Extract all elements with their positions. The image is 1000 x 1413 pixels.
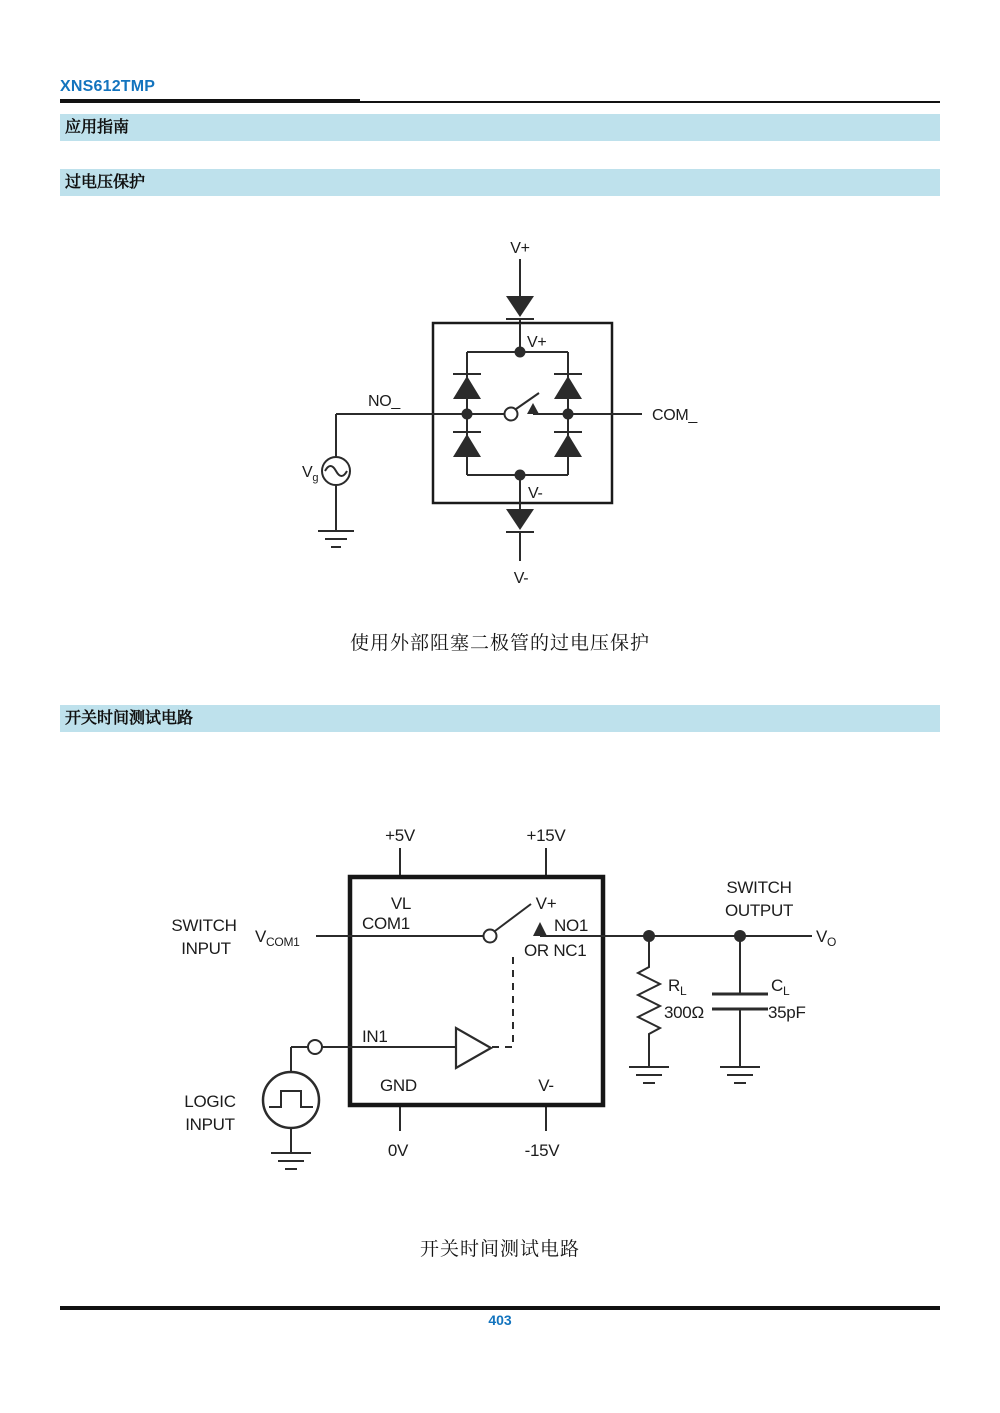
signal-generator-icon [322, 414, 350, 531]
cl-label: $C_L$ [771, 976, 790, 998]
minus15v-label: -15V [524, 1141, 560, 1160]
com-pin-label: COM_ [652, 407, 698, 424]
ground-icon-vg [318, 531, 354, 547]
vminus-supply-label: V- [513, 570, 529, 587]
load-capacitor-icon [712, 936, 768, 1067]
driver-buffer-icon [456, 1028, 491, 1068]
internal-diode-upper-right-icon [554, 374, 582, 399]
gnd-pin-label: GND [380, 1076, 417, 1095]
plus5v-label: +5V [385, 826, 415, 845]
vminus-pin-label2: V- [538, 1076, 554, 1095]
pulse-generator-icon [263, 1072, 319, 1153]
figure2-caption: 开关时间测试电路 [419, 1239, 580, 1260]
no1-pin-label: NO1 [554, 916, 589, 935]
external-diode-top-icon [506, 259, 534, 323]
ground-icon-logic [271, 1153, 311, 1169]
switch-input-label-line1: SWITCH [171, 916, 237, 935]
header-rule-thick [60, 99, 360, 103]
rl-value-label: 300Ω [664, 1003, 704, 1022]
switch-output-label-line2: OUTPUT [724, 901, 794, 920]
vcom1-label: $V_{COM1}$ [255, 927, 300, 949]
switch-output-label-line1: SWITCH [726, 878, 792, 897]
cl-value-label: 35pF [768, 1003, 806, 1022]
vplus-pin-label2: V+ [535, 894, 557, 913]
zero-v-label: 0V [387, 1141, 409, 1160]
logic-input-label-line2: INPUT [185, 1115, 235, 1134]
vplus-supply-label: V+ [510, 240, 530, 257]
vplus-pin-label: V+ [527, 334, 547, 351]
footer-rule [60, 1306, 940, 1310]
supply-leads [400, 848, 546, 1131]
internal-diode-lower-left-icon [453, 432, 481, 457]
vg-label: $V_g$ [302, 464, 319, 484]
control-dashed-line [492, 951, 513, 1047]
section-banner-application-guide: 应用指南 [60, 114, 940, 141]
com1-pin-label: COM1 [362, 914, 410, 933]
spst-switch-icon [505, 393, 540, 421]
rl-label: $R_L$ [668, 976, 687, 998]
figure1-caption: 使用外部阻塞二极管的过电压保护 [349, 633, 650, 654]
ground-icon-rl [629, 1067, 669, 1083]
page-number: 403 [488, 1312, 512, 1328]
section-banner-switching-time-test: 开关时间测试电路 [60, 705, 940, 732]
switch-input-label-line2: INPUT [181, 939, 231, 958]
in1-pin-label: IN1 [362, 1027, 388, 1046]
load-resistor-icon [638, 936, 660, 1067]
dut-box [350, 877, 603, 1105]
or-nc1-label: OR NC1 [524, 941, 587, 960]
vl-pin-label: VL [390, 894, 412, 913]
section-banner-overvoltage-protection: 过电压保护 [60, 169, 940, 196]
header-rule-thin [360, 101, 940, 103]
figure-switching-time-test [165, 812, 855, 1192]
ground-icon-cl [720, 1067, 760, 1083]
figure-overvoltage-protection [280, 232, 720, 592]
vo-label: $V_O$ [816, 927, 837, 949]
logic-input-label-line1: LOGIC [184, 1092, 236, 1111]
internal-diode-upper-left-icon [453, 374, 481, 399]
internal-diode-lower-right-icon [554, 432, 582, 457]
no-pin-label: NO_ [368, 393, 400, 410]
page-title: XNS612TMP [60, 78, 156, 95]
plus15v-label: +15V [526, 826, 566, 845]
vminus-pin-label: V- [528, 485, 543, 502]
